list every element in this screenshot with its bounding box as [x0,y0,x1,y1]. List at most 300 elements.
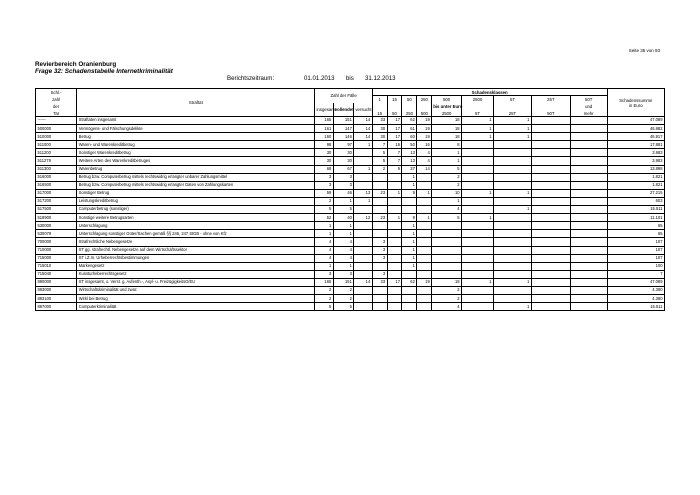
damage-sum: 1.821 [607,181,664,189]
date-to: 31.12.2013 [365,75,396,82]
damage-class-count [417,295,432,303]
cases-completed: 1 [333,197,354,205]
damage-class-count: 18 [432,117,462,125]
damage-class-count: 1 [462,189,494,197]
damage-class-count: 60 [402,133,417,141]
damage-class-count [432,270,462,278]
damage-class-count: 37 [402,165,417,173]
cases-completed: 3 [333,173,354,181]
cases-total: 1 [315,222,333,230]
damage-class-count: 1 [432,157,462,165]
damage-class-count: 1 [402,238,417,246]
offense-name: Vermögens- und Fälschungsdelikte [77,125,315,133]
damage-class-count [531,254,570,262]
cases-attempted: 12 [354,214,372,222]
damage-class-count: 9 [402,189,417,197]
damage-class-count [570,133,607,141]
damage-class-count: 7 [387,149,402,157]
table-row [36,214,665,222]
offense-name: Wirkl bei Betrug [77,295,315,303]
damage-class-count: 18 [432,278,462,286]
damage-class-count: 2 [432,173,462,181]
damage-class-count [494,149,532,157]
damage-class-count [372,222,387,230]
table-row [36,206,665,214]
cases-attempted: 1 [354,141,372,149]
damage-class-count: 3 [372,238,387,246]
damage-class-count: 1 [417,214,432,222]
damage-class-count: 2 [372,165,387,173]
damage-sum: 47.089 [607,117,664,125]
table-row [36,286,665,294]
damage-class-count [531,181,570,189]
damage-class-count [417,173,432,181]
offense-name: Betrug [77,133,315,141]
damage-class-count: 4 [417,157,432,165]
bis-label: bis [346,75,354,82]
offense-name: Kunsturheberrechtsgesetz [77,270,315,278]
damage-sum: 11.101 [607,214,664,222]
damage-class-count [387,206,402,214]
damage-class-count [402,270,417,278]
schadenssumme-label: Schadenssumme [619,97,653,103]
damage-class-count: 1 [494,206,532,214]
damage-class-count [494,214,532,222]
offense-code: 893100 [36,295,77,303]
damage-class-count [372,286,387,294]
cases-completed: 40 [333,214,354,222]
table-row [36,125,665,133]
damage-class-count: 19 [417,125,432,133]
damage-class-count [531,214,570,222]
damage-class-count: 10 [432,189,462,197]
damage-class-count [570,173,607,181]
damage-sum: 27.215 [607,189,664,197]
damage-class-count: 1 [494,303,532,311]
cases-total: 5 [315,206,333,214]
damage-class-count: 5 [432,165,462,173]
damage-class-count [372,303,387,311]
damage-class-count [462,238,494,246]
damage-class-count [531,270,570,278]
damage-class-count: 5 [372,149,387,157]
cases-attempted: 13 [354,189,372,197]
table-row [36,157,665,165]
offense-name: Betrug bzw. Computerbetrug mittels rechtswidrig erlangter Daten von Zahlungskarten [77,181,315,189]
damage-class-count [531,303,570,311]
damage-class-count [531,133,570,141]
cases-completed: 4 [333,238,354,246]
damage-class-count [462,149,494,157]
damage-class-count [462,254,494,262]
damage-class-count: 3 [372,246,387,254]
damage-class-count [531,125,570,133]
cases-total: 165 [315,278,333,286]
damage-class-count: 30 [372,133,387,141]
page-number: Seite 35 von 93 [628,48,660,53]
damage-class-count [387,262,402,270]
damage-class-count [531,197,570,205]
damage-class-count: 19 [417,278,432,286]
report-question: Frage 32: Schadenstabelle Internetkriminalität [35,68,173,75]
damage-class-count: 2 [432,286,462,294]
damage-class-count: 1 [402,173,417,181]
damage-class-count: 17 [387,278,402,286]
class-header-spacer [462,103,494,110]
damage-class-count: 2 [432,295,462,303]
offense-code: 893000 [36,286,77,294]
cases-total: 4 [315,238,333,246]
damage-class-count [531,262,570,270]
damage-class-count [462,286,494,294]
damage-class-count [494,270,532,278]
damage-sum: 7 [607,270,664,278]
damage-class-count [494,246,532,254]
damage-class-count [417,286,432,294]
cases-total: 30 [315,157,333,165]
damage-class-count [531,246,570,254]
damage-class-count [494,173,532,181]
damage-class-count [387,270,402,278]
damage-sum: 65 [607,230,664,238]
cases-completed: 1 [333,222,354,230]
cases-attempted [354,149,372,157]
damage-class-count [462,181,494,189]
damage-sum: 107 [607,238,664,246]
class-lower-bound: 1 [372,96,387,103]
damage-class-count [417,206,432,214]
damage-class-count [432,262,462,270]
table-row [36,189,665,197]
damage-class-count [387,286,402,294]
damage-class-count [402,286,417,294]
damage-class-count [494,141,532,149]
damage-class-count [531,206,570,214]
damage-class-count [494,295,532,303]
cases-total: 3 [315,181,333,189]
damage-class-count [531,222,570,230]
damage-class-count [531,295,570,303]
damage-class-count [531,157,570,165]
damage-class-count [531,141,570,149]
offense-code: 700000 [36,238,77,246]
offense-name: Sonstiger Warenkreditbetrug [77,149,315,157]
damage-class-count [570,157,607,165]
damage-sum: 107 [607,246,664,254]
table-row [36,295,665,303]
table-row [36,262,665,270]
damage-class-count [462,165,494,173]
damage-class-count [570,222,607,230]
offense-code: 511300 [36,165,77,173]
offense-code: 517500 [36,206,77,214]
damage-sum: 17.881 [607,141,664,149]
offense-code: 890000 [36,278,77,286]
damage-class-count [462,270,494,278]
offense-name: Betrug bzw. Computerbetrug mittels rechtswidrig erlangter unbarer Zahlungsmittel [77,173,315,181]
cases-attempted [354,230,372,238]
damage-sum: 1.821 [607,173,664,181]
cases-completed: 151 [333,117,354,125]
cases-total: 4 [315,246,333,254]
damage-class-count [570,117,607,125]
cases-attempted: 1 [354,197,372,205]
schl-header-1: Schl.- [36,89,77,96]
damage-class-count: 5 [372,157,387,165]
damage-class-count [417,222,432,230]
damage-class-count: 7 [372,141,387,149]
damage-class-count: 23 [372,214,387,222]
cases-attempted [354,206,372,214]
offense-name: Computerkriminalität [77,303,315,311]
damage-sum: 107 [607,254,664,262]
damage-class-count [531,165,570,173]
cases-total: 98 [315,141,333,149]
damage-class-count: 1 [402,262,417,270]
damage-class-count [570,197,607,205]
damage-class-count: 1 [462,278,494,286]
damage-class-count [387,238,402,246]
cases-completed: 1 [333,230,354,238]
damage-class-count [462,295,494,303]
cases-attempted [354,246,372,254]
damage-class-count [417,230,432,238]
offense-code: 715040 [36,270,77,278]
table-row [36,230,665,238]
damage-class-count: 9 [387,165,402,173]
offense-name: ST i.Z.m. Urheberrechtsbestimmungen [77,254,315,262]
damage-class-count [531,117,570,125]
offense-name: Sonstige weitere Betrugsarten [77,214,315,222]
damage-class-count: 1 [402,222,417,230]
cases-attempted [354,262,372,270]
damage-class-count [462,222,494,230]
cases-completed: 3 [333,270,354,278]
table-row [36,141,665,149]
damage-class-count [494,254,532,262]
damage-class-count [417,197,432,205]
damage-class-count [372,181,387,189]
schl-header-2: zahl [36,96,77,103]
cases-total: 161 [315,125,333,133]
offense-code: 516500 [36,181,77,189]
damage-class-count: 13 [402,157,417,165]
damage-class-count [387,295,402,303]
damage-class-count: 18 [432,133,462,141]
table-row [36,173,665,181]
cases-total: 1 [315,230,333,238]
damage-class-count [531,230,570,238]
class-lower-bound: 5T [494,96,532,103]
class-header-spacer [494,103,532,110]
damage-class-count: 1 [494,125,532,133]
damage-sum: 15.511 [607,206,664,214]
damage-class-count [462,206,494,214]
offense-name: Warenbetrug [77,165,315,173]
damage-class-count: 17 [387,125,402,133]
offense-code: 530079 [36,230,77,238]
damage-class-count: 62 [402,117,417,125]
insgesamt-header: insgesamt [315,103,333,117]
class-lower-bound: 15 [387,96,402,103]
damage-class-count: 33 [372,117,387,125]
date-from: 01.01.2013 [304,75,335,82]
offense-name: ST gg. strafrechtl. Nebengesetze auf dem Wirtschaftssektor [77,246,315,254]
cases-attempted [354,157,372,165]
schadenssumme-header [607,89,664,117]
cases-total: 68 [315,165,333,173]
damage-class-count: 9 [402,214,417,222]
offense-code: 715010 [36,262,77,270]
damage-class-count: 23 [372,189,387,197]
damage-class-count [432,254,462,262]
report-region: Revierbereich Oranienburg [35,61,117,68]
damage-class-count: 1 [494,117,532,125]
damage-class-count [372,230,387,238]
offense-code: 897000 [36,303,77,311]
damage-class-count [372,173,387,181]
cases-completed: 30 [333,157,354,165]
damage-class-count: 7 [387,157,402,165]
cases-attempted [354,295,372,303]
faelle-header: Zahl der Fälle [315,89,372,103]
damage-class-count: 17 [387,133,402,141]
damage-class-count [494,230,532,238]
class-lower-bound: 2500 [462,96,494,103]
table-row [36,254,665,262]
class-upper-bound: 5T [462,110,494,117]
damage-class-count [494,197,532,205]
class-upper-bound: 50T [531,110,570,117]
cases-completed: 1 [333,262,354,270]
offense-name: Weitere Arten des Warenkreditbetruges [77,157,315,165]
bis-unter-euro-label: bis unter Euro [433,103,463,109]
damage-class-count: 1 [387,214,402,222]
damage-class-count: 1 [417,189,432,197]
class-lower-bound: 50T [570,96,607,103]
damage-class-count: 61 [402,125,417,133]
table-row [36,222,665,230]
damage-class-count [462,197,494,205]
cases-total: 160 [315,133,333,141]
damage-class-count [462,262,494,270]
damage-class-count [570,303,607,311]
schadenssumme-unit: in Euro [628,102,643,108]
cases-total: 165 [315,117,333,125]
damage-class-count [570,165,607,173]
table-row [36,197,665,205]
damage-class-count [417,238,432,246]
damage-class-count [462,246,494,254]
damage-class-count [570,262,607,270]
cases-completed: 147 [333,125,354,133]
class-upper-bound: 250 [402,110,417,117]
damage-class-count: 3 [372,254,387,262]
damage-class-count [402,197,417,205]
damage-class-count [372,197,387,205]
cases-total: 3 [315,270,333,278]
class-header-spacer [402,103,417,110]
damage-class-count [372,295,387,303]
damage-class-count: 13 [402,149,417,157]
table-row [36,133,665,141]
offense-name: Unterschlagung sonstiger Güter/Sachen gemäß §§ 246, 247 StGB - ohne von Kfz [77,230,315,238]
damage-class-count [570,181,607,189]
damage-class-count [570,141,607,149]
cases-attempted [354,173,372,181]
cases-attempted [354,238,372,246]
damage-class-count: 14 [417,165,432,173]
damage-class-count: 17 [387,117,402,125]
damage-class-count [387,254,402,262]
damage-class-count [372,206,387,214]
cases-total: 30 [315,149,333,157]
damage-sum: 603 [607,197,664,205]
class-lower-bound: 50 [402,96,417,103]
class-upper-bound: mehr [570,110,607,117]
class-header-spacer [372,103,387,110]
und-label: und [570,103,607,110]
damage-class-count [570,149,607,157]
cases-total: 52 [315,214,333,222]
damage-class-count: 1 [432,149,462,157]
damage-class-count [570,238,607,246]
damage-class-count: 4 [432,206,462,214]
cases-attempted [354,286,372,294]
cases-attempted: 14 [354,117,372,125]
class-header-spacer [531,103,570,110]
damage-class-count: 1 [387,189,402,197]
offense-code: 530000 [36,222,77,230]
damage-class-count: 1 [462,214,494,222]
damage-class-count [494,262,532,270]
damage-class-count [372,262,387,270]
cases-total: 59 [315,189,333,197]
damage-class-count [494,181,532,189]
class-lower-bound: 250 [417,96,432,103]
damage-class-count [531,278,570,286]
damage-class-count: 30 [372,125,387,133]
cases-total: 4 [315,254,333,262]
offense-code: ------ [36,117,77,125]
damage-class-count: 1 [402,254,417,262]
damage-class-count [402,206,417,214]
table-row [36,270,665,278]
damage-class-count: 1 [462,125,494,133]
damage-class-count [494,165,532,173]
damage-class-count: 16 [387,141,402,149]
damage-class-count [462,157,494,165]
class-upper-bound: 15 [372,110,387,117]
offense-name: ST insgesamt, o. Verst. g. Aufenth.-, Asyl- u. FreizügigkeitsG/EU [77,278,315,286]
damage-class-count: 1 [494,189,532,197]
offense-name: Unterschlagung [77,222,315,230]
damage-class-count: 33 [372,278,387,286]
damage-class-count [570,189,607,197]
cases-completed: 67 [333,165,354,173]
cases-attempted: 14 [354,133,372,141]
schl-header-3: der [36,103,77,110]
damage-class-count [570,125,607,133]
cases-attempted [354,303,372,311]
class-upper-bound: 2500 [432,110,462,117]
damage-class-count [570,270,607,278]
cases-completed: 2 [333,295,354,303]
cases-total: 5 [315,303,333,311]
class-header-spacer [387,103,402,110]
damage-class-count [462,303,494,311]
damage-class-count [462,141,494,149]
